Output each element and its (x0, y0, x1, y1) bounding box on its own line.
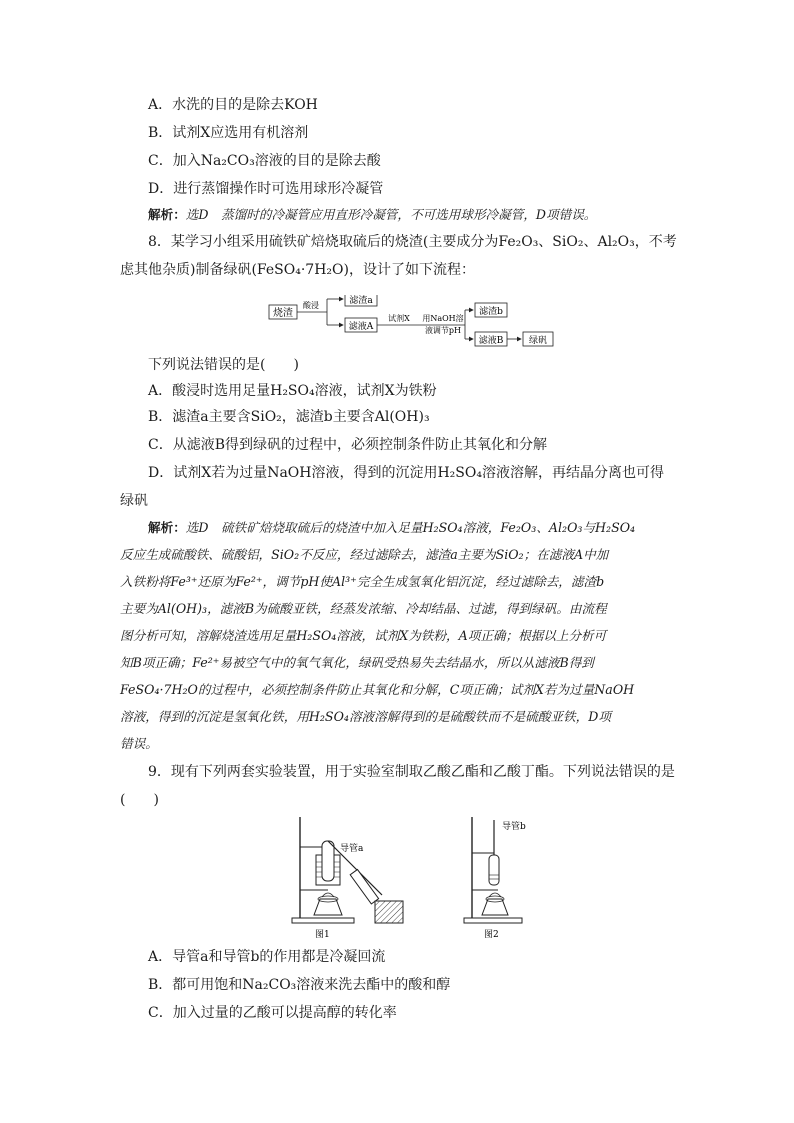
q8-explanation-line8: 溶液，得到的沉淀是氢氧化铁，用H₂SO₄溶液溶解得到的是硫酸铁而不是硫酸亚铁，D项 (120, 709, 611, 724)
q7-option-c: C．加入Na₂CO₃溶液的目的是除去酸 (148, 153, 381, 169)
q7-explanation (148, 206, 708, 224)
flow-residue-a: 滤渣a (349, 296, 373, 306)
figure-1-apparatus (290, 815, 410, 945)
q8-explanation-line2: 反应生成硫酸铁、硫酸铝，SiO₂不反应，经过滤除去，滤渣a主要为SiO₂；在滤液A中加 (120, 547, 609, 562)
flow-step2-left: 试剂X (388, 314, 410, 323)
q7-option-b: B．试剂X应选用有机溶剂 (148, 125, 309, 141)
q8-stem-line2: 虑其他杂质)制备绿矾(FeSO₄·7H₂O)，设计了如下流程： (120, 262, 475, 278)
q7-explanation-text: 选D 蒸馏时的冷凝管应用直形冷凝管，不可选用球形冷凝管，D项错误。 (185, 207, 597, 222)
q8-option-d-line2: 绿矾 (120, 493, 148, 509)
flow-step1: 酸浸 (303, 301, 319, 310)
q9-option-b: B．都可用饱和Na₂CO₃溶液来洗去酯中的酸和醇 (148, 977, 451, 993)
q8-explanation-line5: 图分析可知，溶解烧渣选用足量H₂SO₄溶液，试剂X为铁粉，A项正确；根据以上分析可 (120, 628, 607, 643)
explanation-label: 解析： (148, 207, 186, 222)
tube-b-label: 导管b (502, 822, 526, 832)
q8-stem-line1: 8．某学习小组采用硫铁矿焙烧取硫后的烧渣(主要成分为Fe₂O₃、SiO₂、Al₂O₃，不考 (148, 234, 677, 250)
flow-step2-right-l1: 用NaOH溶 (422, 314, 464, 323)
flow-start: 烧渣 (273, 308, 293, 319)
flow-filtrate-b: 滤液B (478, 336, 504, 346)
tube-a-label: 导管a (340, 844, 364, 854)
q8-explanation-line6: 知B项正确；Fe²⁺易被空气中的氧气氧化，绿矾受热易失去结晶水，所以从滤液B得到 (120, 655, 594, 670)
wooden-block (375, 901, 403, 923)
q8-option-d-line1: D．试剂X若为过量NaOH溶液，得到的沉淀用H₂SO₄溶液溶解，再结晶分离也可得 (148, 465, 664, 481)
explanation-label: 解析： (148, 520, 186, 535)
q8-question: 下列说法错误的是( ) (148, 357, 299, 373)
q8-explanation-line7: FeSO₄·7H₂O的过程中，必须控制条件防止其氧化和分解，C项正确；试剂X若为过量NaOH (120, 682, 635, 697)
stand-base (464, 918, 522, 923)
flow-residue-b: 滤渣b (479, 307, 503, 317)
q7-option-a: A．水洗的目的是除去KOH (148, 97, 318, 113)
q9-option-a: A．导管a和导管b的作用都是冷凝回流 (148, 949, 386, 965)
q8-explanation-line1 (148, 519, 708, 537)
q8-option-b: B．滤渣a主要含SiO₂，滤渣b主要含Al(OH)₃ (148, 409, 430, 425)
alcohol-lamp (314, 899, 342, 915)
figure-2-caption: 图2 (484, 930, 499, 940)
flow-filtrate-a: 滤液A (348, 322, 374, 332)
q8-explanation-line3: 入铁粉将Fe³⁺还原为Fe²⁺，调节pH使Al³⁺完全生成氢氧化铝沉淀，经过滤除去，滤渣b (120, 574, 605, 589)
q8-option-a: A．酸浸时选用足量H₂SO₄溶液，试剂X为铁粉 (148, 383, 437, 399)
flow-product: 绿矾 (528, 336, 548, 346)
test-tube (322, 841, 334, 881)
q8-flow-diagram (265, 295, 555, 347)
q9-stem-line1: 9．现有下列两套实验装置，用于实验室制取乙酸乙酯和乙酸丁酯。下列说法错误的是 (148, 764, 675, 780)
q8-explanation-text-1: 选D 硫铁矿焙烧取硫后的烧渣中加入足量H₂SO₄溶液，Fe₂O₃、Al₂O₃与H₂SO₄ (185, 520, 636, 535)
q7-option-d: D．进行蒸馏操作时可选用球形冷凝管 (148, 181, 384, 197)
figure-1-caption: 图1 (315, 930, 330, 940)
figure-2-apparatus (462, 815, 552, 945)
q8-option-c: C．从滤液B得到绿矾的过程中，必须控制条件防止其氧化和分解 (148, 437, 547, 453)
q9-option-c: C．加入过量的乙酸可以提高醇的转化率 (148, 1005, 397, 1021)
test-tube (489, 855, 499, 885)
alcohol-lamp (482, 899, 508, 915)
q8-explanation-line4: 主要为Al(OH)₃，滤液B为硫酸亚铁，经蒸发浓缩、冷却结晶、过滤，得到绿矾。由流程 (120, 601, 607, 616)
flow-step2-right-l2: 液调节pH (424, 326, 462, 335)
q8-explanation-line9: 错误。 (120, 736, 158, 751)
stand-base (292, 918, 354, 923)
q9-stem-line2: ( ) (120, 792, 159, 808)
